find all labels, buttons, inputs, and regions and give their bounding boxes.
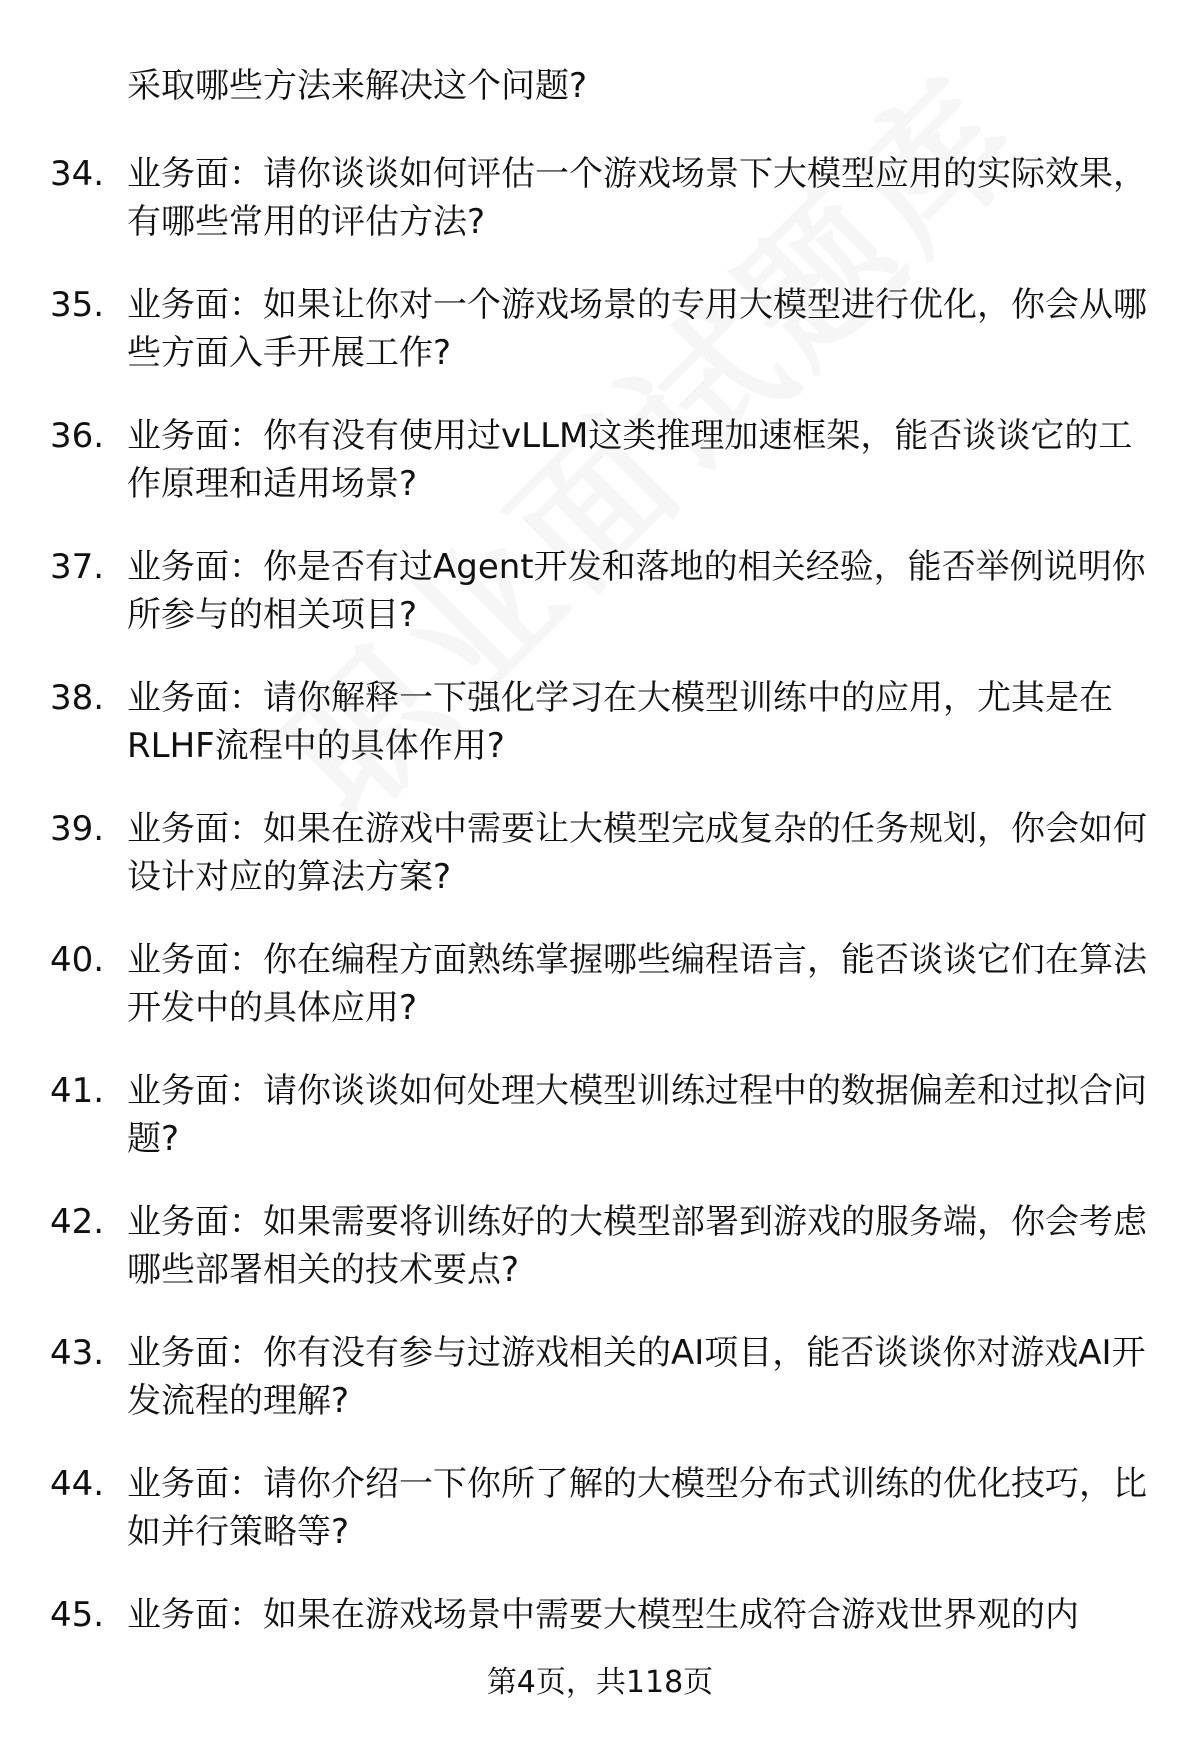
question-text: 业务面：如果在游戏中需要让大模型完成复杂的任务规划，你会如何设计对应的算法方案?: [127, 809, 1147, 897]
question-number: 35.: [50, 285, 105, 325]
question-text: 业务面：请你谈谈如何处理大模型训练过程中的数据偏差和过拟合问题?: [127, 1071, 1147, 1159]
question-text: 业务面：你是否有过Agent开发和落地的相关经验，能否举例说明你所参与的相关项目?: [127, 547, 1146, 635]
question-text: 业务面：你有没有参与过游戏相关的AI项目，能否谈谈你对游戏AI开发流程的理解?: [127, 1333, 1146, 1421]
question-number: 36.: [50, 416, 105, 456]
question-text: 业务面：请你谈谈如何评估一个游戏场景下大模型应用的实际效果，有哪些常用的评估方法?: [127, 154, 1147, 242]
question-number: 34.: [50, 154, 105, 194]
question-item: [0, 1067, 1200, 1198]
question-number: 42.: [50, 1202, 105, 1242]
question-item: [0, 1460, 1200, 1591]
question-text: 业务面：如果在游戏场景中需要大模型生成符合游戏世界观的内: [127, 1595, 1079, 1635]
continuation-text: 采取哪些方法来解决这个问题?: [127, 66, 588, 106]
question-item: [0, 150, 1200, 281]
page-footer: 第4页，共118页: [486, 1665, 714, 1700]
question-item: [0, 543, 1200, 674]
question-item: [0, 805, 1200, 936]
question-text: 业务面：你有没有使用过vLLM这类推理加速框架，能否谈谈它的工作原理和适用场景?: [127, 416, 1133, 504]
question-item: [0, 674, 1200, 805]
question-number: 37.: [50, 547, 105, 587]
question-number: 43.: [50, 1333, 105, 1373]
question-text: 业务面：如果需要将训练好的大模型部署到游戏的服务端，你会考虑哪些部署相关的技术要点?: [127, 1202, 1147, 1290]
question-text: 业务面：请你解释一下强化学习在大模型训练中的应用，尤其是在RLHF流程中的具体作用?: [127, 678, 1113, 766]
question-text: 业务面：如果让你对一个游戏场景的专用大模型进行优化，你会从哪些方面入手开展工作?: [127, 285, 1147, 373]
question-text: 业务面：你在编程方面熟练掌握哪些编程语言，能否谈谈它们在算法开发中的具体应用?: [127, 940, 1147, 1028]
question-text: 业务面：请你介绍一下你所了解的大模型分布式训练的优化技巧，比如并行策略等?: [127, 1464, 1147, 1552]
question-number: 38.: [50, 678, 105, 718]
question-item: [0, 412, 1200, 543]
question-number: 40.: [50, 940, 105, 980]
question-number: 44.: [50, 1464, 105, 1504]
question-item: [0, 1198, 1200, 1329]
question-item: [0, 1329, 1200, 1460]
question-list: [0, 150, 1200, 1722]
question-number: 39.: [50, 809, 105, 849]
question-number: 41.: [50, 1071, 105, 1111]
question-item: [0, 936, 1200, 1067]
question-item: [0, 281, 1200, 412]
question-number: 45.: [50, 1595, 105, 1635]
